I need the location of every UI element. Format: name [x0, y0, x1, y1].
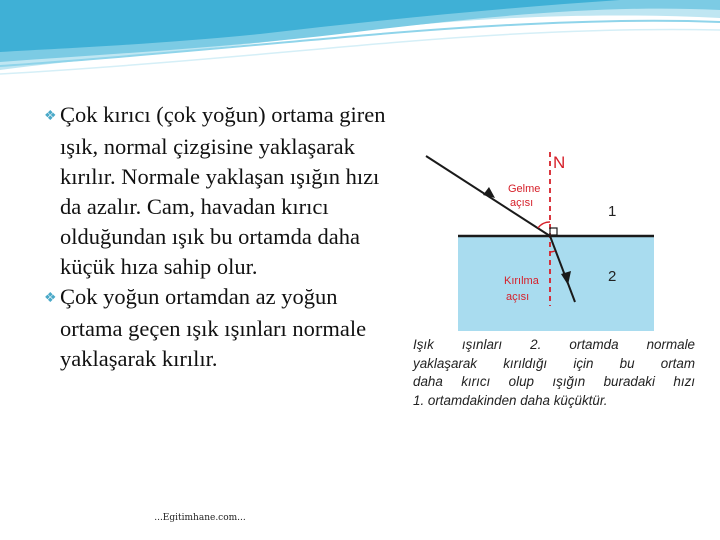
right-angle-mark — [550, 228, 557, 235]
caption-line: daha kırıcı olup ışığın buradaki hızı — [413, 374, 695, 389]
caption-line: yaklaşarak kırıldığı için bu ortam — [413, 355, 695, 371]
incident-arrow-icon — [483, 187, 495, 198]
normal-label: N — [553, 153, 566, 172]
header-wave-decoration — [0, 0, 720, 110]
bullet-list — [44, 100, 394, 374]
figure-caption — [413, 336, 695, 410]
incidence-angle-label-1: Gelme — [508, 183, 541, 195]
medium-1-label: 1 — [608, 203, 617, 220]
incidence-angle-arc — [538, 222, 550, 228]
bullet-marker-icon: ❖ — [44, 109, 57, 124]
medium-2-label: 2 — [608, 268, 617, 285]
caption-line: 1. ortamdakinden daha küçüktür. — [413, 392, 608, 408]
bullet-text: Çok yoğun ortamdan az yoğun ortama geçen ışık ışınları normale yaklaşarak kırılır. — [60, 284, 367, 371]
refraction-angle-label-1: Kırılma — [504, 275, 539, 287]
refraction-figure — [410, 136, 700, 428]
incidence-angle-label-2: açısı — [510, 197, 534, 209]
caption-line: Işık ışınları 2. ortamda normale — [413, 337, 695, 352]
bullet-item — [44, 100, 394, 282]
bullet-text: Çok kırıcı (çok yoğun) ortama giren ışık, normal çizgisine yaklaşarak kırılır. Normale yaklaşan ışığın hızı da azalır. Cam, havadan kırıcı olduğundan ışık bu ortamda daha küçük hıza sahip olur. — [60, 102, 386, 279]
refraction-angle-label-2: açısı — [506, 291, 530, 303]
footer-text: ...Egitimhane.com... — [154, 513, 246, 523]
bullet-item — [44, 282, 394, 374]
bullet-marker-icon: ❖ — [44, 291, 57, 306]
refraction-diagram — [410, 136, 700, 336]
